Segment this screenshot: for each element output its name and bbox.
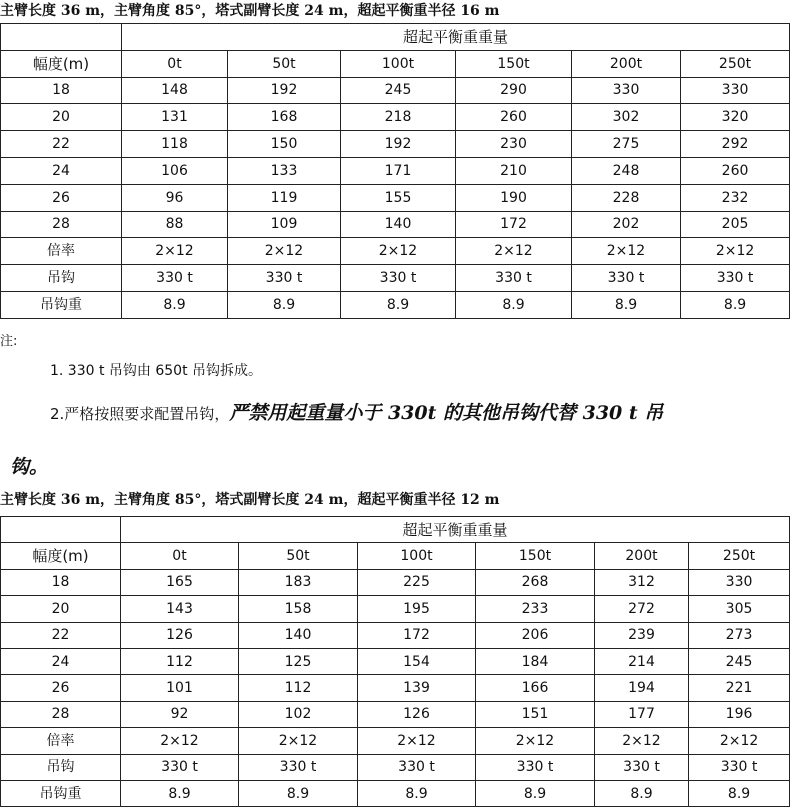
note-item-1: 1. 330 t 吊钩由 650t 吊钩拆成。 bbox=[50, 363, 263, 379]
table2-cell: 8.9 bbox=[239, 780, 358, 806]
table1-cell: 119 bbox=[228, 184, 341, 211]
load-chart-table-r12 bbox=[0, 516, 790, 807]
table1-cell: 290 bbox=[456, 77, 572, 104]
table2-cell: 330 t bbox=[121, 754, 239, 780]
table1-cell: 8.9 bbox=[341, 291, 456, 318]
table2-cell: 8.9 bbox=[358, 780, 476, 806]
load-chart-table-r16 bbox=[0, 23, 790, 319]
table2-cell: 225 bbox=[358, 569, 476, 595]
table1-cell: 8.9 bbox=[122, 291, 228, 318]
table2-cell: 312 bbox=[595, 569, 689, 595]
table1-cell: 106 bbox=[122, 157, 228, 184]
table1-cell: 8.9 bbox=[228, 291, 341, 318]
table1-cell: 168 bbox=[228, 104, 341, 131]
table2-row-label: 20 bbox=[1, 596, 121, 622]
table2-row-label: 吊钩重 bbox=[1, 780, 121, 806]
table2-row bbox=[1, 780, 790, 806]
table2-row bbox=[1, 569, 790, 595]
table1-cell: 171 bbox=[341, 157, 456, 184]
table1-cell: 260 bbox=[681, 157, 790, 184]
table2-cell: 2×12 bbox=[239, 728, 358, 754]
table2-weight-header: 50t bbox=[239, 543, 358, 569]
table1-cell: 140 bbox=[341, 211, 456, 238]
table1-title: 主臂长度 36 m，主臂角度 85°，塔式副臂长度 24 m，超起平衡重半径 16 m bbox=[0, 3, 500, 19]
notes-label: 注: bbox=[0, 334, 18, 349]
table1-cell: 248 bbox=[572, 157, 681, 184]
table1-cell: 155 bbox=[341, 184, 456, 211]
table2-weight-header: 200t bbox=[595, 543, 689, 569]
table2-row bbox=[1, 728, 790, 754]
table1-weight-header: 200t bbox=[572, 50, 681, 77]
table1-weight-header: 0t bbox=[122, 50, 228, 77]
table1-row bbox=[1, 291, 790, 318]
table2-cell: 273 bbox=[689, 622, 790, 648]
table1-cell: 2×12 bbox=[681, 238, 790, 265]
table1-cell: 320 bbox=[681, 104, 790, 131]
table1-cell: 202 bbox=[572, 211, 681, 238]
table2-cell: 177 bbox=[595, 701, 689, 727]
table1-cell: 330 t bbox=[456, 265, 572, 292]
table2-row-label: 吊钩 bbox=[1, 754, 121, 780]
table1-cell: 302 bbox=[572, 104, 681, 131]
table1-radius-header: 幅度(m) bbox=[1, 50, 122, 77]
table2-cell: 305 bbox=[689, 596, 790, 622]
table1-weight-header: 50t bbox=[228, 50, 341, 77]
table1-row-label: 28 bbox=[1, 211, 122, 238]
table2-cell: 126 bbox=[358, 701, 476, 727]
note-item-2-plain: 2.严格按照要求配置吊钩， bbox=[50, 405, 230, 423]
table2-cell: 330 t bbox=[239, 754, 358, 780]
table2-cell: 165 bbox=[121, 569, 239, 595]
table2-cell: 8.9 bbox=[689, 780, 790, 806]
table1-cell: 218 bbox=[341, 104, 456, 131]
table1-cell: 330 t bbox=[228, 265, 341, 292]
table1-column-header-row bbox=[1, 50, 790, 77]
table1-row bbox=[1, 184, 790, 211]
table1-row bbox=[1, 131, 790, 158]
table2-row-label: 22 bbox=[1, 622, 121, 648]
table1-row-label: 18 bbox=[1, 77, 122, 104]
note-item-2-continuation: 钩。 bbox=[10, 456, 49, 478]
table1-cell: 190 bbox=[456, 184, 572, 211]
table1-row bbox=[1, 211, 790, 238]
table2-column-header-row bbox=[1, 543, 790, 569]
table2-cell: 140 bbox=[239, 622, 358, 648]
table1-body bbox=[1, 24, 790, 319]
table2-cell: 8.9 bbox=[121, 780, 239, 806]
table2-cell: 172 bbox=[358, 622, 476, 648]
table1-cell: 260 bbox=[456, 104, 572, 131]
table2-weight-header: 100t bbox=[358, 543, 476, 569]
table2-row bbox=[1, 701, 790, 727]
table2-cell: 126 bbox=[121, 622, 239, 648]
table1-row-label: 22 bbox=[1, 131, 122, 158]
table1-cell: 148 bbox=[122, 77, 228, 104]
table1-row-label: 吊钩重 bbox=[1, 291, 122, 318]
table2-cell: 245 bbox=[689, 648, 790, 674]
table1-cell: 275 bbox=[572, 131, 681, 158]
table2-weight-header: 250t bbox=[689, 543, 790, 569]
table2-row-label: 24 bbox=[1, 648, 121, 674]
table1-cell: 210 bbox=[456, 157, 572, 184]
table2-cell: 330 t bbox=[476, 754, 595, 780]
table1-row bbox=[1, 265, 790, 292]
table2-cell: 330 t bbox=[595, 754, 689, 780]
table2-cell: 330 t bbox=[689, 754, 790, 780]
table1-group-header: 超起平衡重重量 bbox=[122, 24, 790, 51]
table1-cell: 205 bbox=[681, 211, 790, 238]
table1-weight-header: 100t bbox=[341, 50, 456, 77]
table1-cell: 330 t bbox=[341, 265, 456, 292]
table1-cell: 2×12 bbox=[572, 238, 681, 265]
table1-cell: 330 t bbox=[122, 265, 228, 292]
table1-row bbox=[1, 238, 790, 265]
table2-cell: 102 bbox=[239, 701, 358, 727]
table1-cell: 150 bbox=[228, 131, 341, 158]
table1-cell: 330 t bbox=[572, 265, 681, 292]
table1-cell: 192 bbox=[228, 77, 341, 104]
table1-corner-cell bbox=[1, 24, 122, 51]
table2-cell: 101 bbox=[121, 675, 239, 701]
table2-row-label: 18 bbox=[1, 569, 121, 595]
table2-row bbox=[1, 675, 790, 701]
table1-row-label: 24 bbox=[1, 157, 122, 184]
table2-cell: 330 t bbox=[358, 754, 476, 780]
table2-row-label: 28 bbox=[1, 701, 121, 727]
table2-cell: 239 bbox=[595, 622, 689, 648]
table2-body bbox=[1, 517, 790, 807]
table1-cell: 88 bbox=[122, 211, 228, 238]
table1-row bbox=[1, 77, 790, 104]
table2-corner-cell bbox=[1, 517, 121, 543]
table2-cell: 92 bbox=[121, 701, 239, 727]
table2-cell: 206 bbox=[476, 622, 595, 648]
table2-cell: 2×12 bbox=[121, 728, 239, 754]
table1-cell: 330 t bbox=[681, 265, 790, 292]
table2-cell: 112 bbox=[239, 675, 358, 701]
table2-row-label: 倍率 bbox=[1, 728, 121, 754]
table1-cell: 330 bbox=[572, 77, 681, 104]
table2-cell: 8.9 bbox=[476, 780, 595, 806]
table2-cell: 183 bbox=[239, 569, 358, 595]
table2-cell: 166 bbox=[476, 675, 595, 701]
table1-cell: 172 bbox=[456, 211, 572, 238]
table2-radius-header: 幅度(m) bbox=[1, 543, 121, 569]
table2-cell: 158 bbox=[239, 596, 358, 622]
table1-cell: 245 bbox=[341, 77, 456, 104]
table1-cell: 2×12 bbox=[456, 238, 572, 265]
table2-cell: 2×12 bbox=[358, 728, 476, 754]
table1-group-header-row bbox=[1, 24, 790, 51]
table2-row bbox=[1, 754, 790, 780]
table1-cell: 2×12 bbox=[228, 238, 341, 265]
table1-cell: 133 bbox=[228, 157, 341, 184]
table2-group-header: 超起平衡重重量 bbox=[121, 517, 790, 543]
table2-cell: 195 bbox=[358, 596, 476, 622]
table2-row bbox=[1, 596, 790, 622]
table2-cell: 112 bbox=[121, 648, 239, 674]
table2-cell: 151 bbox=[476, 701, 595, 727]
table1-cell: 2×12 bbox=[122, 238, 228, 265]
table1-row-label: 26 bbox=[1, 184, 122, 211]
table2-row bbox=[1, 648, 790, 674]
table1-cell: 230 bbox=[456, 131, 572, 158]
table2-cell: 214 bbox=[595, 648, 689, 674]
table2-cell: 221 bbox=[689, 675, 790, 701]
table1-cell: 232 bbox=[681, 184, 790, 211]
table2-cell: 139 bbox=[358, 675, 476, 701]
table1-cell: 8.9 bbox=[456, 291, 572, 318]
table1-weight-header: 250t bbox=[681, 50, 790, 77]
table2-title: 主臂长度 36 m，主臂角度 85°，塔式副臂长度 24 m，超起平衡重半径 12 m bbox=[0, 492, 500, 508]
table1-cell: 292 bbox=[681, 131, 790, 158]
table2-cell: 268 bbox=[476, 569, 595, 595]
table2-weight-header: 150t bbox=[476, 543, 595, 569]
table1-cell: 330 bbox=[681, 77, 790, 104]
table2-cell: 125 bbox=[239, 648, 358, 674]
table1-cell: 109 bbox=[228, 211, 341, 238]
table2-cell: 196 bbox=[689, 701, 790, 727]
table1-row bbox=[1, 104, 790, 131]
table2-cell: 143 bbox=[121, 596, 239, 622]
note-item-2-emphasis: 严禁用起重量小于 330t 的其他吊钩代替 330 t 吊 bbox=[229, 402, 664, 424]
table1-cell: 96 bbox=[122, 184, 228, 211]
table2-cell: 2×12 bbox=[595, 728, 689, 754]
note-item-2 bbox=[50, 398, 663, 425]
table2-cell: 272 bbox=[595, 596, 689, 622]
table2-group-header-row bbox=[1, 517, 790, 543]
table1-row-label: 20 bbox=[1, 104, 122, 131]
table2-cell: 8.9 bbox=[595, 780, 689, 806]
table1-row bbox=[1, 157, 790, 184]
table2-cell: 233 bbox=[476, 596, 595, 622]
table1-row-label: 倍率 bbox=[1, 238, 122, 265]
table2-row bbox=[1, 622, 790, 648]
table1-cell: 8.9 bbox=[572, 291, 681, 318]
table2-cell: 194 bbox=[595, 675, 689, 701]
table1-cell: 192 bbox=[341, 131, 456, 158]
table1-cell: 131 bbox=[122, 104, 228, 131]
table1-cell: 118 bbox=[122, 131, 228, 158]
table2-cell: 330 bbox=[689, 569, 790, 595]
table2-cell: 2×12 bbox=[689, 728, 790, 754]
table1-cell: 2×12 bbox=[341, 238, 456, 265]
table2-cell: 184 bbox=[476, 648, 595, 674]
table2-cell: 154 bbox=[358, 648, 476, 674]
table1-cell: 228 bbox=[572, 184, 681, 211]
table1-cell: 8.9 bbox=[681, 291, 790, 318]
table2-cell: 2×12 bbox=[476, 728, 595, 754]
table1-weight-header: 150t bbox=[456, 50, 572, 77]
table2-row-label: 26 bbox=[1, 675, 121, 701]
table2-weight-header: 0t bbox=[121, 543, 239, 569]
table1-row-label: 吊钩 bbox=[1, 265, 122, 292]
